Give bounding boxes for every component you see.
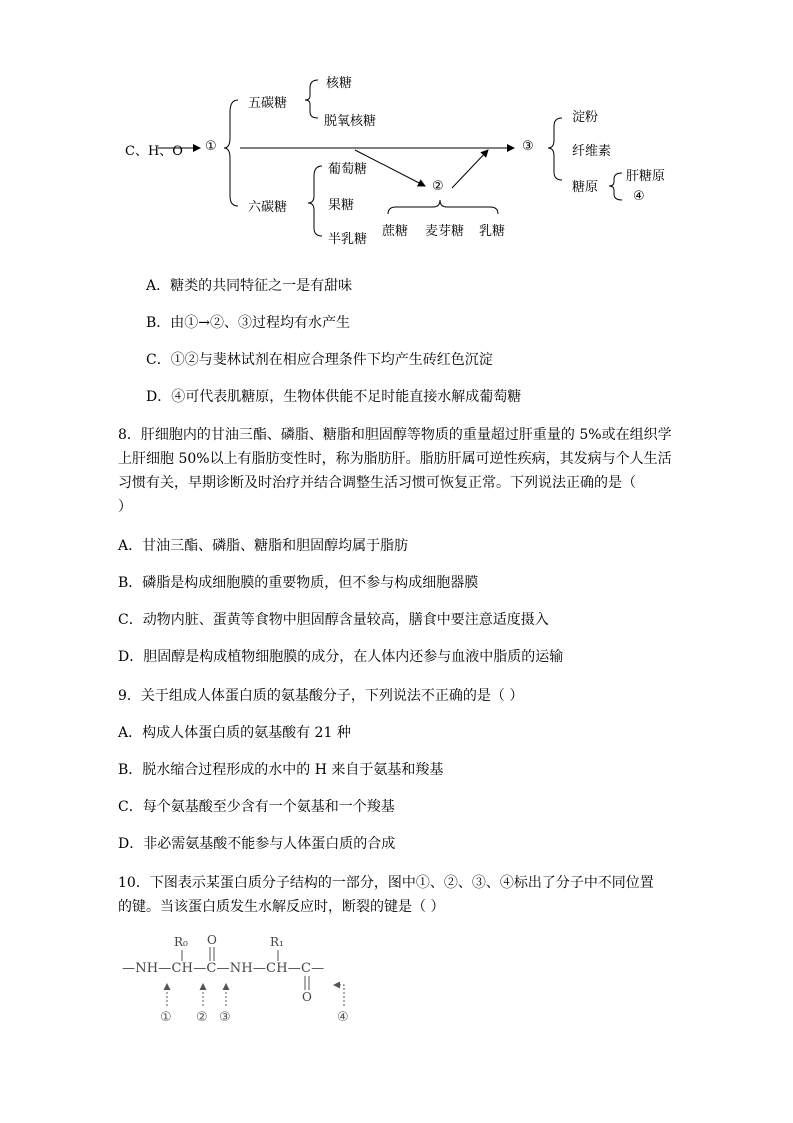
- q9-stem: 9．关于组成人体蛋白质的氨基酸分子，下列说法不正确的是（ ）: [118, 688, 524, 704]
- label-starch: 淀粉: [572, 110, 599, 125]
- q9-option-c: C．每个氨基酸至少含有一个氨基和一个羧基: [118, 799, 395, 815]
- peptide-r0: R₀: [174, 935, 188, 949]
- label-six-carbon: 六碳糖: [248, 200, 288, 215]
- q8-option-b: B．磷脂是构成细胞膜的重要物质，但不参与构成细胞器膜: [118, 575, 479, 591]
- label-liver-glycogen: 肝糖原: [626, 169, 666, 184]
- node-1: ①: [205, 139, 217, 154]
- node-4: ④: [633, 189, 645, 204]
- q8-option-a: A．甘油三酯、磷脂、糖脂和胆固醇均属于脂肪: [118, 538, 409, 554]
- brace-six-carbon: [308, 166, 322, 236]
- start-elements: C、H、O: [125, 144, 183, 159]
- q10-stem-line-2: 的键。当该蛋白质发生水解反应时，断裂的键是（ ）: [118, 899, 445, 915]
- q8-stem-line-2: 上肝细胞 50%以上有脂肪变性时，称为脂肪肝。脂肪肝属可逆性疾病，其发病与个人生活: [118, 451, 672, 467]
- q7-option-c: C．①②与斐林试剂在相应合理条件下均产生砖红色沉淀: [146, 352, 493, 368]
- q8-option-d: D．胆固醇是构成植物细胞膜的成分，在人体内还参与血液中脂质的运输: [118, 649, 564, 665]
- pointer-4: [334, 985, 344, 1006]
- label-five-carbon: 五碳糖: [248, 96, 288, 111]
- q8-stem-line-3: 习惯有关，早期诊断及时治疗并结合调整生活习惯可恢复正常。下列说法正确的是（: [118, 475, 636, 491]
- node-3: ③: [522, 139, 534, 154]
- q8-stem-line-4: ）: [118, 499, 132, 515]
- label-sucrose: 蔗糖: [382, 224, 409, 239]
- label-glucose: 葡萄糖: [328, 162, 368, 177]
- label-fructose: 果糖: [328, 198, 355, 213]
- peptide-chain: —NH—CH—C—NH—CH—C—: [122, 961, 325, 976]
- q8-stem-line-1: 8．肝细胞内的甘油三酯、磷脂、糖脂和胆固醇等物质的重量超过肝重量的 5%或在组织学: [118, 427, 672, 443]
- brace-five-carbon: [305, 80, 318, 118]
- peptide-marker-4: ④: [337, 1010, 349, 1025]
- q10-stem-line-1: 10．下图表示某蛋白质分子结构的一部分，图中①、②、③、④标出了分子中不同位置: [118, 875, 654, 891]
- peptide-o-bottom: O: [302, 990, 312, 1004]
- peptide-o-top: O: [207, 933, 217, 947]
- brace-disaccharide: [388, 200, 498, 214]
- peptide-marker-2: ②: [196, 1010, 208, 1025]
- peptide-r1: R₁: [270, 935, 284, 949]
- q7-option-a: A．糖类的共同特征之一是有甜味: [146, 278, 353, 294]
- label-maltose: 麦芽糖: [425, 224, 465, 239]
- label-galactose: 半乳糖: [328, 232, 368, 247]
- label-glycogen: 糖原: [572, 180, 599, 195]
- q8-option-c: C．动物内脏、蛋黄等食物中胆固醇含量较高，膳食中要注意适度摄入: [118, 612, 549, 628]
- q9-option-a: A．构成人体蛋白质的氨基酸有 21 种: [118, 725, 351, 741]
- brace-main: [224, 100, 238, 206]
- label-deoxyribose: 脱氧核糖: [324, 114, 377, 129]
- node-2: ②: [432, 179, 444, 194]
- q9-option-b: B．脱水缩合过程形成的水中的 H 来自于氨基和羧基: [118, 762, 444, 778]
- peptide-marker-3: ③: [219, 1010, 231, 1025]
- label-lactose: 乳糖: [479, 224, 506, 239]
- q9-option-d: D．非必需氨基酸不能参与人体蛋白质的合成: [118, 836, 396, 852]
- q7-option-d: D．④可代表肌糖原，生物体供能不足时能直接水解成葡萄糖: [146, 389, 522, 405]
- brace-polysaccharide: [548, 118, 562, 180]
- arrow-2-to-line: [452, 150, 488, 188]
- label-ribose: 核糖: [326, 76, 353, 91]
- label-cellulose: 纤维素: [572, 144, 612, 159]
- brace-glycogen: [609, 173, 622, 200]
- q7-option-b: B．由①→②、③过程均有水产生: [146, 315, 351, 331]
- peptide-marker-1: ①: [160, 1010, 172, 1025]
